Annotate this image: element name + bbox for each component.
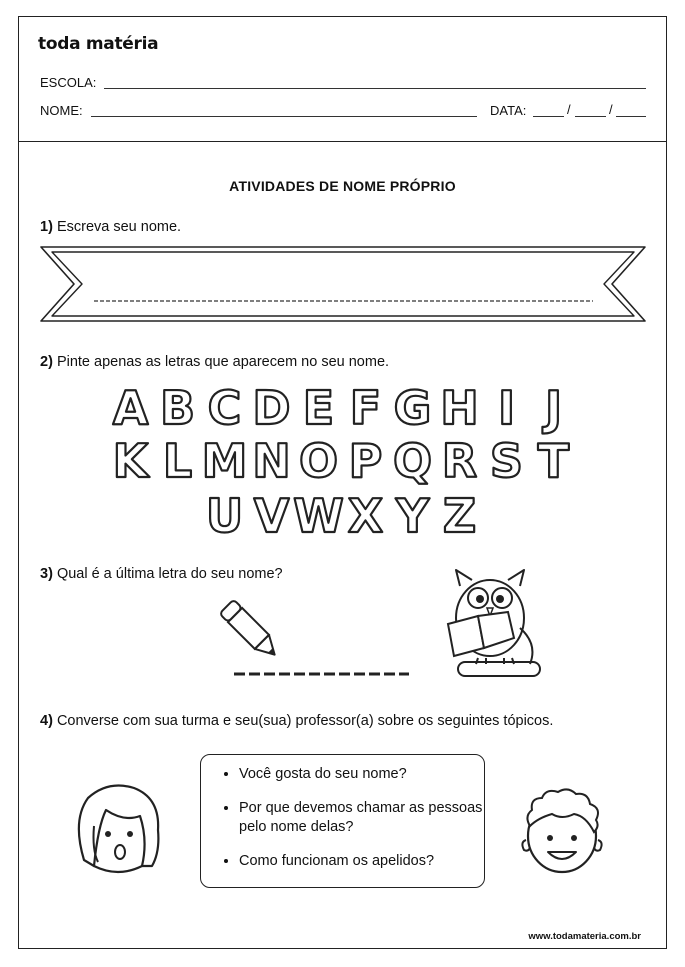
nome-field[interactable] [91, 116, 477, 117]
question-2 [40, 354, 389, 370]
alphabet-letter-o[interactable]: O [298, 434, 339, 488]
topics-list [201, 755, 484, 871]
question-number: 2) [40, 354, 53, 370]
alphabet-letter-t[interactable]: T [537, 434, 570, 488]
answer-line[interactable] [232, 668, 412, 680]
date-separator: / [609, 102, 613, 117]
discussion-topics-box [200, 754, 485, 888]
alphabet-letter-z[interactable]: Z [442, 489, 477, 543]
nome-label: NOME: [40, 103, 83, 118]
alphabet-letter-f[interactable]: F [349, 381, 382, 435]
brand-logo: toda matéria [38, 34, 159, 54]
data-label: DATA: [490, 103, 527, 118]
question-3 [40, 566, 283, 582]
alphabet-letter-j[interactable]: J [544, 381, 563, 435]
alphabet-letter-u[interactable]: U [205, 489, 244, 543]
topic-item: • Como funcionam os apelidos? [239, 852, 484, 871]
date-day-field[interactable] [533, 116, 564, 117]
alphabet-letter-v[interactable]: V [253, 489, 290, 543]
alphabet-letter-w[interactable]: W [293, 489, 344, 543]
date-year-field[interactable] [616, 116, 646, 117]
header-divider [18, 141, 667, 142]
alphabet-letter-l[interactable]: L [162, 434, 193, 488]
question-number: 1) [40, 219, 53, 235]
alphabet-letter-i[interactable]: I [497, 381, 516, 435]
alphabet-letter-e[interactable]: E [302, 381, 335, 435]
alphabet-letter-k[interactable]: K [112, 434, 149, 488]
question-number: 4) [40, 713, 53, 729]
question-text: Escreva seu nome. [56, 219, 182, 235]
boy-face-icon [512, 786, 612, 876]
alphabet-letter-b[interactable]: B [159, 381, 196, 435]
alphabet-letter-m[interactable]: M [201, 434, 248, 488]
question-text: Converse com sua turma e seu(sua) professor(a) sobre os seguintes tópicos. [56, 713, 554, 729]
date-separator: / [567, 102, 571, 117]
alphabet-letter-x[interactable]: X [347, 489, 384, 543]
alphabet-letter-a[interactable]: A [112, 381, 149, 435]
question-4 [40, 713, 553, 729]
alphabet-letter-h[interactable]: H [440, 381, 479, 435]
name-ribbon[interactable] [38, 243, 648, 325]
alphabet-letter-q[interactable]: Q [392, 434, 433, 488]
alphabet-letter-p[interactable]: P [348, 434, 383, 488]
page-title: ATIVIDADES DE NOME PRÓPRIO [229, 178, 456, 194]
escola-label: ESCOLA: [40, 75, 97, 90]
pencil-icon [212, 596, 292, 668]
topic-item: • Você gosta do seu nome? [239, 765, 484, 784]
alphabet-letter-s[interactable]: S [489, 434, 524, 488]
topic-item: • Por que devemos chamar as pessoas pelo nome delas? [239, 799, 484, 837]
escola-field[interactable] [104, 88, 646, 89]
alphabet-letter-y[interactable]: Y [395, 489, 430, 543]
question-1 [40, 219, 181, 235]
alphabet-letter-g[interactable]: G [393, 381, 432, 435]
alphabet-letter-d[interactable]: D [252, 381, 291, 435]
question-text: Qual é a última letra do seu nome? [56, 566, 283, 582]
alphabet-letter-r[interactable]: R [441, 434, 478, 488]
girl-face-icon [68, 780, 168, 876]
footer-url[interactable]: www.todamateria.com.br [528, 931, 641, 942]
question-number: 3) [40, 566, 53, 582]
question-text: Pinte apenas as letras que aparecem no seu nome. [56, 354, 390, 370]
owl-reading-icon [438, 566, 548, 682]
alphabet-letter-c[interactable]: C [207, 381, 242, 435]
alphabet-grid [0, 370, 685, 545]
date-month-field[interactable] [575, 116, 606, 117]
alphabet-letter-n[interactable]: N [252, 434, 291, 488]
